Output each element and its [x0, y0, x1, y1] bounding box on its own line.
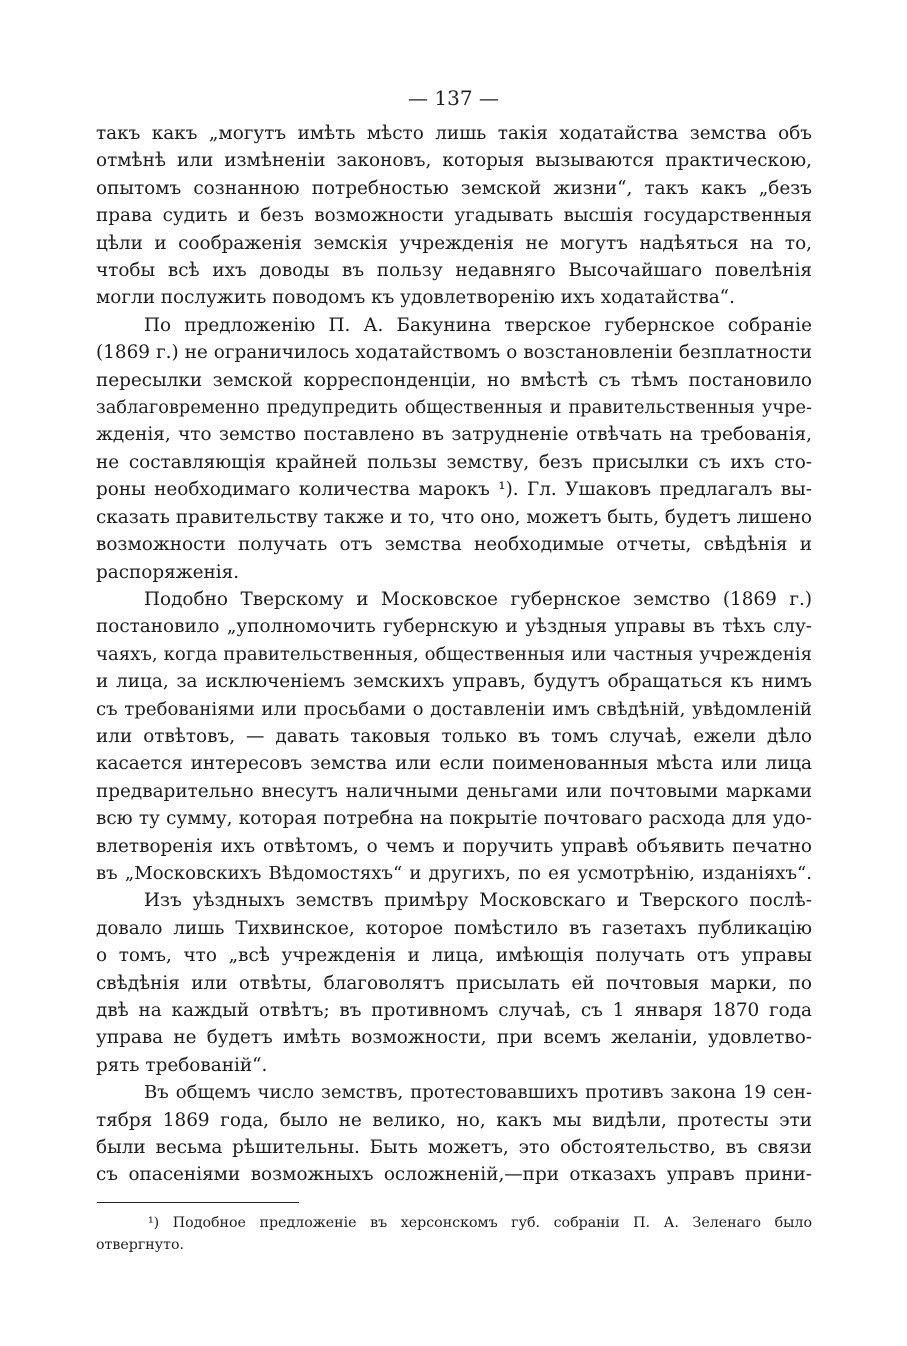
- text-line: жденія, что земство поставлено въ затрудненіе отвѣчать на требованія,: [96, 424, 812, 446]
- footnote-line: ¹) Подобное предложеніе въ херсонскомъ губ. собраніи П. А. Зеленаго было: [148, 1215, 812, 1231]
- text-line: влетворенія ихъ отвѣтомъ, о чемъ и поручить управѣ объявить печатно: [96, 835, 812, 857]
- text-line: сказать правительству также и то, что оно, можетъ быть, будетъ лишено: [96, 506, 812, 528]
- text-line: касается интересовъ земства или если поименованныя мѣста или лица: [96, 753, 812, 775]
- text-line: такъ какъ „могутъ имѣть мѣсто лишь такія ходатайства земства объ: [96, 123, 812, 144]
- text-line: опытомъ сознанною потребностью земской жизни“, такъ какъ „безъ: [96, 177, 812, 199]
- paragraph: [96, 887, 812, 1079]
- text-line: тября 1869 года, было не велико, но, какъ мы видѣли, протесты эти: [96, 1109, 812, 1131]
- text-line: не составляющія крайней пользы земству, безъ присылки съ ихъ сто-: [96, 451, 812, 473]
- text-line: права судить и безъ возможности угадывать высшія государственныя: [96, 205, 812, 227]
- text-line: Изъ уѣздныхъ земствъ примѣру Московскаго и Тверского послѣ-: [144, 890, 812, 912]
- text-line: рять требованій“.: [96, 1054, 268, 1076]
- paragraph: [96, 586, 812, 887]
- page-number: — 137 —: [408, 86, 499, 110]
- text-line: роны необходимаго количества марокъ ¹). Гл. Ушаковъ предлагалъ вы-: [96, 479, 812, 501]
- text-line: (1869 г.) не ограничилось ходатайствомъ о возстановленіи безплатности: [96, 342, 812, 364]
- paragraph: [96, 312, 812, 586]
- body-text: [96, 120, 812, 1189]
- text-line: довало лишь Тихвинское, которое помѣстило въ газетахъ публикацію: [96, 917, 812, 939]
- text-line: заблаговременно предупредить общественныя и правительственныя учре-: [96, 397, 812, 419]
- text-line: всю ту сумму, которая потребна на покрытіе почтоваго расхода для удо-: [96, 808, 812, 830]
- text-line: По предложенію П. А. Бакунина тверское губернское собраніе: [144, 314, 812, 336]
- text-line: чтобы всѣ ихъ доводы въ пользу недавняго Высочайшаго повелѣнія: [96, 260, 812, 282]
- text-line: предварительно внесутъ наличными деньгами или почтовыми марками: [96, 780, 812, 802]
- text-line: были весьма рѣшительны. Быть можетъ, это обстоятельство, въ связи: [96, 1137, 812, 1159]
- footnote-divider: [97, 1202, 299, 1203]
- text-line: съ требованіями или просьбами о доставленіи имъ свѣдѣній, увѣдомленій: [96, 698, 812, 720]
- text-line: Въ общемъ число земствъ, протестовавшихъ противъ закона 19 сен-: [144, 1082, 812, 1104]
- text-line: о томъ, что „всѣ учрежденія и лица, имѣющія получать отъ управы: [96, 945, 812, 967]
- text-line: отмѣнѣ или измѣненіи законовъ, которыя вызываются практическою,: [96, 150, 812, 172]
- text-line: и лица, за исключеніемъ земскихъ управъ, будутъ обращаться къ нимъ: [96, 671, 812, 693]
- footnote: [96, 1212, 812, 1256]
- text-line: чаяхъ, когда правительственныя, общественныя или частныя учрежденія: [96, 643, 812, 665]
- text-line: Подобно Тверскому и Московское губернское земство (1869 г.): [144, 588, 812, 610]
- text-line: управа не будетъ имѣть возможности, при всемъ желаніи, удовлетво-: [96, 1027, 812, 1049]
- paragraph: [96, 1079, 812, 1189]
- text-line: въ „Московскихъ Вѣдомостяхъ“ и другихъ, по ея усмотрѣнію, изданіяхъ“.: [96, 862, 812, 884]
- paragraph: [96, 120, 812, 312]
- text-line: распоряженія.: [96, 561, 240, 583]
- text-line: или отвѣтовъ, — давать таковыя только въ томъ случаѣ, ежели дѣло: [96, 725, 812, 747]
- text-line: постановило „уполномочить губернскую и уѣздныя управы въ тѣхъ слу-: [96, 616, 812, 638]
- text-line: пересылки земской корреспонденціи, но вмѣстѣ съ тѣмъ постановило: [96, 369, 812, 391]
- text-line: свѣдѣнія или отвѣты, благоволятъ присылать ей почтовыя марки, по: [96, 972, 812, 994]
- text-line: съ опасеніями возможныхъ осложненій,—при отказахъ управъ прини-: [96, 1164, 812, 1186]
- text-line: двѣ на каждый отвѣтъ; въ противномъ случаѣ, съ 1 января 1870 года: [96, 1000, 812, 1021]
- text-line: цѣли и соображенія земскія учрежденія не могутъ надѣяться на то,: [96, 232, 812, 254]
- text-line: могли послужить поводомъ къ удовлетворенію ихъ ходатайства“.: [96, 287, 735, 309]
- footnote-line: отвергнуто.: [96, 1237, 184, 1253]
- text-line: возможности получать отъ земства необходимые отчеты, свѣдѣнія и: [96, 534, 812, 556]
